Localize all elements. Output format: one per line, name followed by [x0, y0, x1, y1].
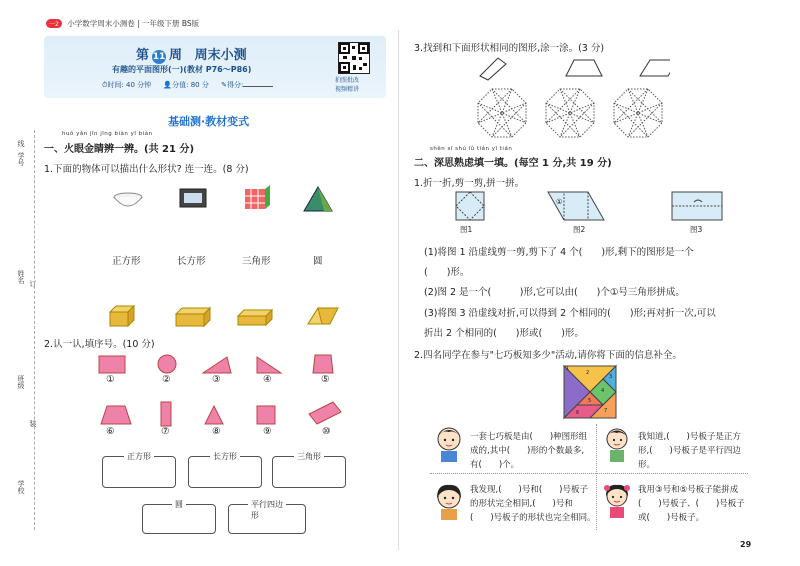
- svg-text:①: ①: [556, 198, 563, 206]
- fill-1a: (1)将图 1 沿虚线剪一剪,剪下了 4 个( )形,剩下的图形是一个: [424, 247, 694, 258]
- time-limit: 时间: 40 分钟: [107, 81, 152, 89]
- speech-2: 我知道,( )号板子是正方形,( )号板子是平行四边形。: [638, 432, 741, 470]
- tangram-num-6: 6: [576, 410, 580, 416]
- q1-objects: [110, 185, 350, 217]
- q3-target-shapes: [470, 52, 670, 82]
- q1-solids: [108, 304, 348, 328]
- label-7: ⑦: [161, 426, 170, 437]
- boy-avatar-2: [602, 424, 632, 464]
- speech-1: 一套七巧板是由( )种图形组成的,其中( )形的个数最多,有( )个。: [470, 432, 588, 470]
- long-cuboid-icon: [176, 308, 210, 326]
- person-icon: 👤: [163, 81, 173, 89]
- shape-name-triangle: 三角形: [242, 256, 271, 267]
- prism-icon: [308, 308, 338, 324]
- answer-box-square[interactable]: [102, 452, 176, 488]
- tangram-num-5: 5: [588, 398, 592, 404]
- label-6: ⑥: [106, 426, 115, 437]
- answer-box-rectangle[interactable]: [188, 452, 262, 488]
- cuboid-icon: [110, 306, 134, 326]
- fig-label-2: 图2: [573, 225, 586, 234]
- box-label-circle: 圆: [172, 499, 186, 510]
- answer-box-triangle[interactable]: [272, 452, 346, 488]
- girl-avatar-1: [432, 482, 466, 522]
- label-2: ②: [162, 374, 171, 385]
- octagon-grid-3: [614, 89, 662, 137]
- margin-class-label: 班级: [17, 375, 25, 389]
- section2-title: 二、深思熟虑填一填。(每空 1 分,共 19 分): [414, 158, 612, 169]
- shape-name-circle: 圆: [313, 256, 323, 267]
- octagon-grid-1: [478, 89, 526, 137]
- meta-row: [102, 80, 273, 90]
- clock-box-icon: [180, 189, 206, 207]
- series-bar: [46, 18, 390, 30]
- bowl-icon: [114, 193, 142, 206]
- rubik-cube-icon: [245, 185, 270, 209]
- week-prefix: 第: [136, 48, 150, 63]
- q3-octagon-grids: [476, 88, 666, 138]
- q2-row2-shapes: [95, 400, 345, 428]
- box-label-triangle: 三角形: [294, 451, 324, 462]
- girl-avatar-2: [600, 480, 634, 520]
- speech-3: 我发现,( )号和( )号板子的形状完全相同,( )号和( )号板子的形状也完全相同。: [470, 485, 596, 523]
- label-5: ⑤: [321, 374, 330, 385]
- subtitle: 有趣的平面图形(一)(教材 P76～P86): [112, 65, 252, 74]
- section1-title: 一、火眼金睛辨一辨。(共 21 分): [44, 144, 195, 155]
- section-heading: 基础测·教材变式: [168, 115, 250, 128]
- q2-text: 2.认一认,填序号。(10 分): [44, 339, 155, 350]
- margin-line-char: 线: [17, 140, 25, 147]
- answer-box-circle[interactable]: [142, 500, 216, 534]
- page-divider: [398, 30, 399, 550]
- margin-bind-char: 装: [29, 420, 37, 427]
- tangram-num-4: 4: [601, 388, 605, 394]
- margin-binding-char: 订: [29, 280, 37, 287]
- box-label-square: 正方形: [124, 451, 154, 462]
- margin-name-label: 姓名: [17, 270, 25, 284]
- answer-box-parallelogram[interactable]: [228, 500, 306, 534]
- pen-icon: ✎: [221, 81, 227, 89]
- page-title: 周末小测: [194, 48, 247, 63]
- label-9: ⑨: [263, 426, 272, 437]
- label-8: ⑧: [212, 426, 221, 437]
- box-label-parallelogram: 平行四边形: [248, 499, 286, 521]
- label-3: ③: [212, 374, 221, 385]
- fill-3b: 折出 2 个相同的( )形或( )形。: [424, 328, 584, 339]
- label-10: ⑩: [322, 426, 331, 437]
- octagon-grid-2: [546, 89, 594, 137]
- q3-text: 3.找到和下面形状相同的图形,涂一涂。(3 分): [414, 43, 605, 54]
- shape-name-rectangle: 长方形: [177, 256, 206, 267]
- fig-label-3: 图3: [690, 225, 703, 234]
- figure-2-parallelogram: [548, 192, 604, 220]
- page-number: 29: [740, 540, 752, 549]
- qr-caption-1: 拍照批改: [335, 77, 360, 84]
- boy-avatar-1: [432, 424, 466, 464]
- label-4: ④: [263, 374, 272, 385]
- week-number: 11: [152, 52, 166, 62]
- label-1: ①: [106, 374, 115, 385]
- tangram-question: 2.四名同学在参与"七巧板知多少"活动,请你将下面的信息补全。: [414, 350, 682, 361]
- tangram-icon: [562, 364, 620, 420]
- week-title: [136, 44, 247, 64]
- margin-number-label: 学号: [17, 152, 25, 166]
- fold-figures: [448, 190, 748, 222]
- fold-question: 1.折一折,剪一剪,拼一拼。: [414, 178, 525, 189]
- figure-3-rectangle: [672, 192, 722, 220]
- fill-3a: (3)将图 3 沿虚线对折,可以得到 2 个相同的( )形;再对折一次,可以: [424, 308, 716, 319]
- margin-school-label: 学校: [17, 480, 25, 494]
- grade-badge: 一2: [46, 19, 62, 28]
- fill-2: (2)图 2 是一个( )形,它可以由( )个①号三角形拼成。: [424, 287, 685, 298]
- section1-pinyin: huǒ yǎn jīn jīng biàn yī biàn: [62, 131, 153, 137]
- qr-caption-2: 视频精讲: [335, 86, 360, 93]
- speech-divider-h: [430, 473, 748, 474]
- week-suffix: 周: [169, 48, 183, 63]
- tangram-num-3: 3: [609, 374, 613, 380]
- binding-margin: [6, 130, 40, 530]
- score-label: 得分:: [226, 81, 244, 89]
- pyramid-icon: [304, 187, 332, 211]
- flat-cuboid-icon: [238, 310, 272, 325]
- tangram-num-1: 1: [566, 366, 570, 372]
- full-score: 分值: 80 分: [172, 81, 209, 89]
- fig-label-1: 图1: [460, 225, 473, 234]
- q1-text: 1.下面的物体可以描出什么形状? 连一连。(8 分): [44, 164, 249, 175]
- shape-name-square: 正方形: [112, 256, 141, 267]
- section2-pinyin: shēn sī shú lǜ tián yī tián: [430, 146, 513, 152]
- series-title: 小学数学周末小测卷 | 一年级下册 BS版: [67, 19, 200, 28]
- figure-1-square: [456, 192, 484, 220]
- tangram-num-7: 7: [604, 408, 608, 414]
- fill-1b: ( )形。: [424, 267, 470, 278]
- tangram-num-2: 2: [586, 370, 590, 376]
- box-label-rectangle: 长方形: [210, 451, 240, 462]
- speech-divider-v: [596, 424, 597, 530]
- clock-icon: ⏱: [102, 81, 108, 89]
- qr-code-icon[interactable]: [338, 42, 370, 74]
- speech-4: 我用③号和⑤号板子能拼成( )号板子、( )号板子或( )号板子。: [638, 485, 745, 523]
